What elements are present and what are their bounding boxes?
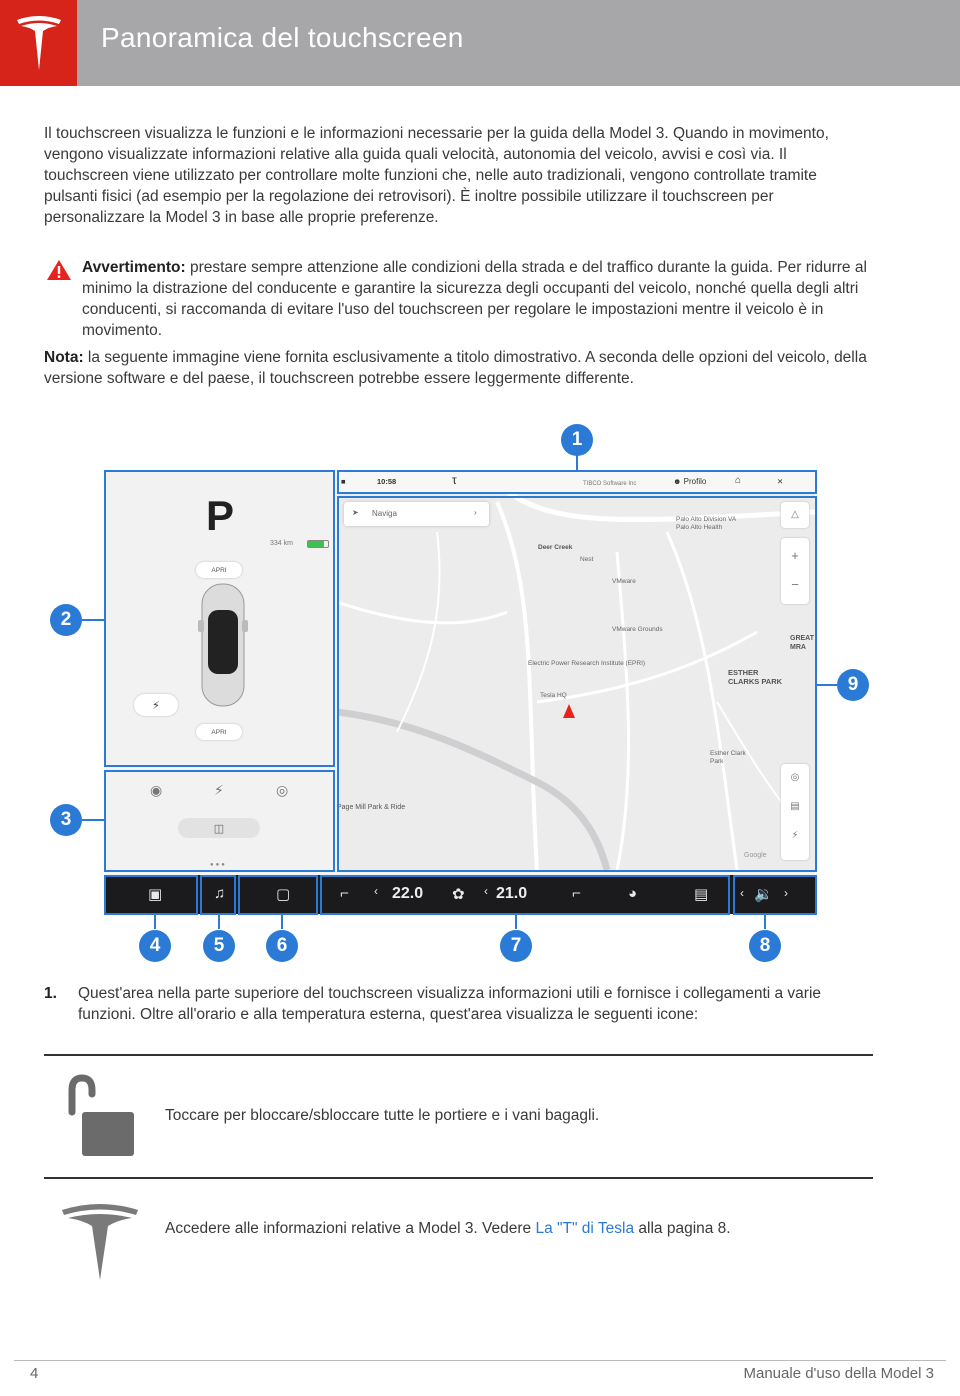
music-icon[interactable]: ♫ xyxy=(214,885,226,902)
clock: 10:58 xyxy=(377,477,397,486)
poi-vmware: VMware xyxy=(612,578,636,585)
poi-nest: Nest xyxy=(580,556,594,563)
zoom-out-button[interactable]: − xyxy=(791,577,799,592)
table-rule-top xyxy=(44,1054,873,1056)
touchscreen-figure xyxy=(0,420,960,970)
app-launcher-icon[interactable]: ▢ xyxy=(276,886,291,903)
poi-park-ride: Page Mill Park & Ride xyxy=(337,804,406,811)
callout-line-8 xyxy=(764,915,766,929)
volume-icon[interactable]: 🔉 xyxy=(754,886,773,903)
list-item-text: Quest'area nella parte superiore del touchscreen visualizza informazioni utili e fornisce i collegamenti a varie funzioni. Oltre all'orario e alla temperatura esterna, quest'area visualizza le seguenti icone: xyxy=(78,985,822,1023)
intro-paragraph: Il touchscreen visualizza le funzioni e le informazioni necessarie per la guida della Model 3. Quando in movimento, vengono visualizzate informazioni relative alla guida quali velocità, autonomia del veicolo, avvisi e così via. Il touchscreen viene utilizzato per controllare molte funzioni che, nelle auto tradizionali, vengono controllate tramite pulsanti fisici (ad esempio per la regolazione dei retrovisori). È inoltre possibile utilizzare il touchscreen per personalizzare la Model 3 in base alle proprie preferenze. xyxy=(44,125,829,226)
passenger-seat-icon[interactable]: ⌐ xyxy=(572,885,581,902)
callout-line-6 xyxy=(281,915,283,929)
driver-temperature: 22.0 xyxy=(392,885,424,902)
region-3-outline xyxy=(104,770,335,872)
tesla-t-text-b: alla pagina 8. xyxy=(634,1220,731,1237)
profile-button[interactable]: ☻ Profilo xyxy=(673,477,707,486)
tesla-t-description xyxy=(165,1218,845,1239)
callout-9: 9 xyxy=(837,669,869,701)
callout-line-2 xyxy=(82,619,104,621)
callout-line-4 xyxy=(154,915,156,929)
callout-3: 3 xyxy=(50,804,82,836)
footer-rule xyxy=(14,1360,946,1361)
camera-icon[interactable]: ◉ xyxy=(150,782,163,798)
callout-4: 4 xyxy=(139,930,171,962)
charging-map-icon[interactable]: ⚡ xyxy=(791,830,799,841)
callout-1: 1 xyxy=(561,424,593,456)
tesla-t-link[interactable]: La "T" di Tesla xyxy=(535,1220,635,1237)
region-9-outline xyxy=(337,496,817,872)
charging-icon[interactable]: ⚡ xyxy=(214,782,224,798)
chevron-right-icon: › xyxy=(474,508,477,517)
bluetooth-icon: ✕ xyxy=(777,477,784,486)
page-title: Panoramica del touchscreen xyxy=(101,22,464,53)
navigate-placeholder: Naviga xyxy=(372,509,397,518)
status-place: TIBCO Software Inc xyxy=(583,481,637,487)
rear-defrost-icon[interactable]: ▤ xyxy=(694,886,709,903)
gear-indicator: P xyxy=(206,492,235,539)
map-orient-button[interactable]: △ xyxy=(781,502,809,528)
poi-va: Palo Alto Division VA Palo Alto Health xyxy=(676,516,736,531)
list-item-number: 1. xyxy=(44,985,57,1002)
region-5-outline xyxy=(200,875,236,915)
page-header xyxy=(0,0,960,86)
callout-2: 2 xyxy=(50,604,82,636)
note-text xyxy=(44,347,872,389)
region-2-outline xyxy=(104,470,335,767)
driver-seat-icon[interactable]: ⌐ xyxy=(340,885,349,902)
traffic-icon[interactable]: ▤ xyxy=(790,801,800,812)
temp-right-down[interactable]: ‹ xyxy=(484,884,488,898)
callout-line-9 xyxy=(817,684,837,686)
passenger-temperature: 21.0 xyxy=(496,885,528,902)
poi-esther-clarks-park: ESTHER CLARKS PARK xyxy=(728,668,783,686)
list-item-1 xyxy=(44,983,872,1025)
lock-open-icon xyxy=(64,1074,136,1158)
region-4-outline xyxy=(104,875,198,915)
lock-description: Toccare per bloccare/sbloccare tutte le portiere e i vani bagagli. xyxy=(165,1107,600,1124)
globe-icon[interactable]: ◎ xyxy=(790,772,800,783)
volume-left-chevron[interactable]: ‹ xyxy=(740,886,744,900)
poi-esther-clark: Esther Clark Park xyxy=(710,750,746,765)
warning-icon xyxy=(46,259,72,281)
region-1-outline xyxy=(337,470,817,494)
tesla-t-text-a: Accedere alle informazioni relative a Model 3. Vedere xyxy=(165,1220,536,1237)
poi-great: GREAT MRA xyxy=(790,635,814,651)
microphone-icon[interactable]: ◎ xyxy=(276,782,289,798)
poi-deer-creek: Deer Creek xyxy=(538,544,573,551)
callout-6: 6 xyxy=(266,930,298,962)
zoom-in-button[interactable]: + xyxy=(791,548,799,563)
callout-8: 8 xyxy=(749,930,781,962)
tesla-logo-icon xyxy=(0,0,77,86)
callout-line-5 xyxy=(218,915,220,929)
poi-epri: Electric Power Research Institute (EPRI) xyxy=(528,660,646,667)
warning-label: Avvertimento: xyxy=(82,259,186,276)
charge-port-button[interactable]: ⚡ xyxy=(134,694,178,716)
warning-body: prestare sempre attenzione alle condizioni della strada e del traffico durante la guida. Per ridurre al minimo la distrazione del conducente e garantire la sicurezza degli occupanti del veicolo, nonché quella degli altri conducenti, si raccomanda di evitare l'uso del touchscreen per regolare le impostazioni mentre il veicolo è in movimento. xyxy=(82,259,867,339)
tesla-t-large-icon xyxy=(60,1202,140,1282)
warning-text xyxy=(82,257,872,341)
fan-icon[interactable]: ✿ xyxy=(452,886,465,903)
region-7-outline xyxy=(320,875,730,915)
navigate-icon: ➤ xyxy=(352,508,359,517)
google-logo: Google xyxy=(744,852,767,859)
open-trunk-button[interactable]: APRI xyxy=(196,724,242,740)
callout-5: 5 xyxy=(203,930,235,962)
callout-line-1 xyxy=(576,454,578,470)
page-dots: ●●● xyxy=(210,862,227,868)
callout-7: 7 xyxy=(500,930,532,962)
range-readout: 334 km xyxy=(270,540,293,547)
home-icon[interactable]: ⌂ xyxy=(735,475,742,486)
footer-title: Manuale d'uso della Model 3 xyxy=(743,1365,934,1382)
note-label: Nota: xyxy=(44,349,84,366)
poi-vmware-grounds: VMware Grounds xyxy=(612,626,663,633)
callout-line-7 xyxy=(515,915,517,929)
page-number: 4 xyxy=(30,1365,39,1382)
open-frunk-button[interactable]: APRI xyxy=(196,562,242,578)
tesla-t-icon[interactable]: τ xyxy=(452,473,457,487)
table-rule-middle xyxy=(44,1177,873,1179)
callout-line-3 xyxy=(82,819,104,821)
volume-right-chevron[interactable]: › xyxy=(784,886,788,900)
wiper-button[interactable]: ◫ xyxy=(178,818,260,838)
poi-tesla-hq: Tesla HQ xyxy=(540,692,567,699)
front-defrost-icon[interactable]: ◕ xyxy=(628,885,638,902)
car-button-icon[interactable]: ▣ xyxy=(148,886,163,903)
region-6-outline xyxy=(238,875,318,915)
region-8-outline xyxy=(733,875,817,915)
lock-icon[interactable]: ■ xyxy=(341,477,346,486)
temp-left-down[interactable]: ‹ xyxy=(374,884,378,898)
note-body: la seguente immagine viene fornita esclusivamente a titolo dimostrativo. A seconda delle opzioni del veicolo, della versione software e del paese, il touchscreen potrebbe essere leggermente differente. xyxy=(44,349,867,387)
profile-label: Profilo xyxy=(683,477,707,486)
